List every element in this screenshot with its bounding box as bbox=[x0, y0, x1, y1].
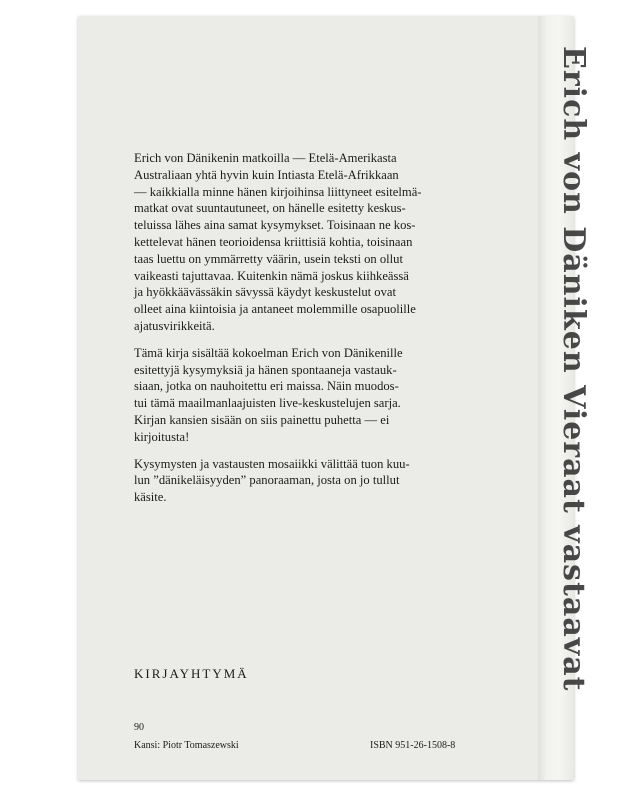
publisher-name: KIRJAYHTYMÄ bbox=[134, 666, 249, 681]
price-code: 90 bbox=[134, 722, 144, 733]
blurb-paragraph-3: Kysymysten ja vastausten mosaiikki välittää tuon kuu- lun ”dänikeläisyyden” panoraaman, josta on jo tullut käsite. bbox=[134, 456, 410, 505]
blurb-paragraph-2: Tämä kirja sisältää kokoelman Erich von Dänikenille esitettyjä kysymyksiä ja hänen spontaaneja vastauk- siaan, jotka on nauhoitettu eri maissa. Näin muodos- tui tämä maailmanlaajuisten live-keskustelujen sarja. Kirjan kansien sisään on siis painettu puhetta — ei kirjoitusta! bbox=[134, 345, 403, 444]
isbn-number: ISBN 951-26-1508-8 bbox=[370, 740, 456, 751]
spine-title-text: Erich von Däniken Vieraat vastaavat bbox=[556, 46, 591, 692]
cover-credit: Kansi: Piotr Tomaszewski bbox=[134, 740, 239, 751]
spine-title bbox=[550, 46, 591, 736]
blurb-text bbox=[134, 150, 494, 516]
blurb-paragraph-1: Erich von Dänikenin matkoilla — Etelä-Amerikasta Australiaan yhtä hyvin kuin Intiasta Etelä-Afrikkaan — kaikkialla minne hänen kirjoihinsa liittyneet esitelmä- matkat ovat suuntautuneet, on hänelle esitetty keskus- teluissa lähes aina samat kysymykset. Toisinaan ne kos- kettelevat hänen teorioidensa kriittisiä kohtia, toisinaan taas luettu on ymmärretty väärin, usein teksti on ollut vaikeasti tajuttavaa. Kuitenkin nämä joskus kiihkeässä ja hyökkäävässäkin sävyssä käydyt keskustelut ovat olleet aina kiintoisia ja antaneet molemmille osapuolille ajatusvirikkeitä. bbox=[134, 151, 422, 333]
book-spine-edge bbox=[538, 16, 591, 780]
